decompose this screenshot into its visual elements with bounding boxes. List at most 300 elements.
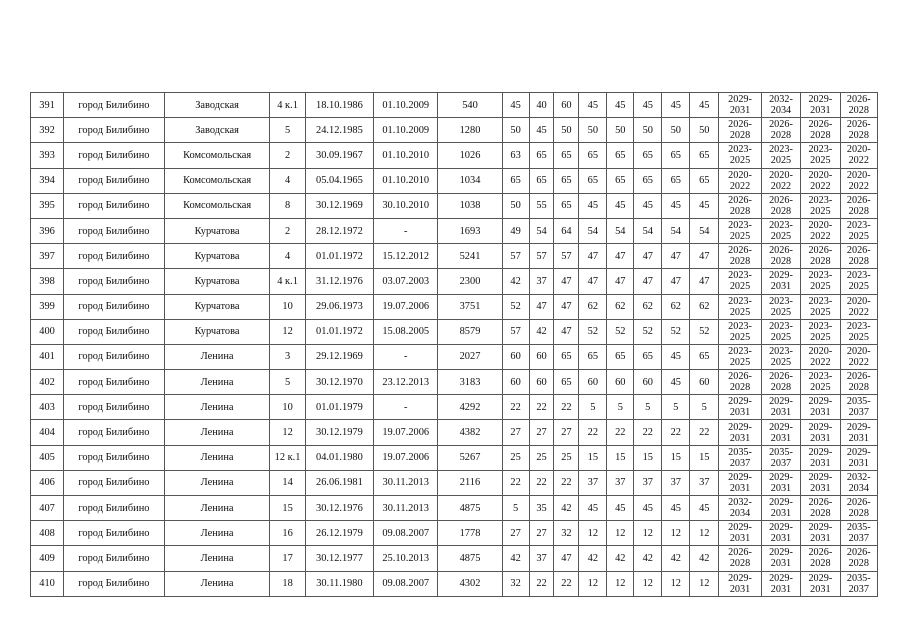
wear-value-cell: 22 [554, 470, 579, 495]
wear-value-cell: 60 [529, 344, 554, 369]
table-row [31, 143, 878, 168]
period-cell: 2032-2034 [719, 496, 762, 521]
period-cell: 2023-2025 [719, 143, 762, 168]
wear-value-cell: 22 [502, 470, 529, 495]
period-cell: 2020-2022 [840, 294, 877, 319]
wear-value-cell: 57 [502, 319, 529, 344]
period-cell: 2035-2037 [761, 445, 800, 470]
period-cell: 2026-2028 [719, 370, 762, 395]
period-cell: 2023-2025 [719, 294, 762, 319]
wear-value-cell: 37 [529, 546, 554, 571]
wear-value-cell: 47 [634, 244, 662, 269]
area-cell: 4875 [438, 496, 502, 521]
city-cell: город Билибино [64, 546, 165, 571]
wear-value-cell: 45 [579, 193, 607, 218]
repair-date-cell: 30.11.2013 [374, 496, 438, 521]
table-row [31, 218, 878, 243]
wear-value-cell: 65 [607, 168, 634, 193]
wear-value-cell: 60 [690, 370, 719, 395]
wear-value-cell: 47 [690, 269, 719, 294]
wear-value-cell: 54 [662, 218, 690, 243]
period-cell: 2023-2025 [761, 218, 800, 243]
street-cell: Ленина [164, 445, 270, 470]
built-date-cell: 30.12.1970 [305, 370, 373, 395]
house-number-cell: 3 [270, 344, 305, 369]
wear-value-cell: 15 [579, 445, 607, 470]
period-cell: 2026-2028 [840, 193, 877, 218]
period-cell: 2026-2028 [840, 370, 877, 395]
wear-value-cell: 45 [690, 496, 719, 521]
table-row [31, 269, 878, 294]
wear-value-cell: 12 [690, 521, 719, 546]
city-cell: город Билибино [64, 344, 165, 369]
area-cell: 3183 [438, 370, 502, 395]
wear-value-cell: 42 [662, 546, 690, 571]
wear-value-cell: 50 [607, 118, 634, 143]
period-cell: 2023-2025 [761, 294, 800, 319]
street-cell: Ленина [164, 496, 270, 521]
table-row [31, 370, 878, 395]
table-row [31, 571, 878, 596]
house-number-cell: 8 [270, 193, 305, 218]
row-number: 403 [31, 395, 64, 420]
wear-value-cell: 15 [607, 445, 634, 470]
wear-value-cell: 15 [662, 445, 690, 470]
wear-value-cell: 12 [579, 571, 607, 596]
period-cell: 2029-2031 [801, 420, 840, 445]
wear-value-cell: 65 [634, 168, 662, 193]
wear-value-cell: 52 [634, 319, 662, 344]
table-row [31, 496, 878, 521]
period-cell: 2029-2031 [761, 496, 800, 521]
wear-value-cell: 60 [502, 344, 529, 369]
built-date-cell: 18.10.1986 [305, 93, 373, 118]
wear-value-cell: 49 [502, 218, 529, 243]
wear-value-cell: 60 [554, 93, 579, 118]
wear-value-cell: 42 [529, 319, 554, 344]
house-number-cell: 4 к.1 [270, 269, 305, 294]
built-date-cell: 01.01.1972 [305, 244, 373, 269]
wear-value-cell: 45 [634, 93, 662, 118]
wear-value-cell: 45 [690, 93, 719, 118]
wear-value-cell: 60 [634, 370, 662, 395]
period-cell: 2026-2028 [840, 546, 877, 571]
wear-value-cell: 57 [502, 244, 529, 269]
wear-value-cell: 22 [690, 420, 719, 445]
period-cell: 2023-2025 [761, 319, 800, 344]
repair-date-cell: 09.08.2007 [374, 571, 438, 596]
wear-value-cell: 22 [529, 395, 554, 420]
period-cell: 2029-2031 [761, 571, 800, 596]
repair-date-cell: - [374, 218, 438, 243]
wear-value-cell: 50 [554, 118, 579, 143]
area-cell: 2027 [438, 344, 502, 369]
period-cell: 2026-2028 [719, 193, 762, 218]
row-number: 409 [31, 546, 64, 571]
house-number-cell: 4 [270, 168, 305, 193]
house-number-cell: 12 к.1 [270, 445, 305, 470]
table-row [31, 470, 878, 495]
table-row [31, 118, 878, 143]
wear-value-cell: 47 [662, 269, 690, 294]
city-cell: город Билибино [64, 143, 165, 168]
wear-value-cell: 37 [662, 470, 690, 495]
row-number: 397 [31, 244, 64, 269]
wear-value-cell: 12 [662, 571, 690, 596]
built-date-cell: 01.01.1972 [305, 319, 373, 344]
period-cell: 2026-2028 [719, 118, 762, 143]
wear-value-cell: 22 [502, 395, 529, 420]
wear-value-cell: 62 [607, 294, 634, 319]
wear-value-cell: 65 [579, 143, 607, 168]
wear-value-cell: 15 [634, 445, 662, 470]
wear-value-cell: 47 [554, 546, 579, 571]
house-number-cell: 4 к.1 [270, 93, 305, 118]
wear-value-cell: 5 [579, 395, 607, 420]
wear-value-cell: 45 [662, 496, 690, 521]
repair-date-cell: 01.10.2009 [374, 118, 438, 143]
row-number: 407 [31, 496, 64, 521]
area-cell: 1778 [438, 521, 502, 546]
wear-value-cell: 65 [662, 168, 690, 193]
period-cell: 2023-2025 [840, 269, 877, 294]
wear-value-cell: 65 [579, 168, 607, 193]
repair-date-cell: 30.11.2013 [374, 470, 438, 495]
area-cell: 1280 [438, 118, 502, 143]
table-row [31, 319, 878, 344]
wear-value-cell: 5 [690, 395, 719, 420]
wear-value-cell: 45 [579, 93, 607, 118]
built-date-cell: 26.12.1979 [305, 521, 373, 546]
area-cell: 2300 [438, 269, 502, 294]
table-row [31, 546, 878, 571]
table-row [31, 521, 878, 546]
wear-value-cell: 47 [607, 269, 634, 294]
wear-value-cell: 62 [634, 294, 662, 319]
wear-value-cell: 57 [529, 244, 554, 269]
wear-value-cell: 65 [607, 143, 634, 168]
period-cell: 2023-2025 [761, 143, 800, 168]
period-cell: 2029-2031 [801, 93, 840, 118]
wear-value-cell: 54 [607, 218, 634, 243]
area-cell: 4875 [438, 546, 502, 571]
period-cell: 2029-2031 [801, 571, 840, 596]
street-cell: Ленина [164, 571, 270, 596]
street-cell: Ленина [164, 470, 270, 495]
wear-value-cell: 22 [554, 571, 579, 596]
wear-value-cell: 65 [690, 168, 719, 193]
period-cell: 2035-2037 [840, 571, 877, 596]
wear-value-cell: 37 [529, 269, 554, 294]
wear-value-cell: 47 [554, 319, 579, 344]
period-cell: 2029-2031 [761, 395, 800, 420]
period-cell: 2023-2025 [801, 193, 840, 218]
area-cell: 540 [438, 93, 502, 118]
period-cell: 2026-2028 [801, 496, 840, 521]
wear-value-cell: 47 [554, 269, 579, 294]
wear-value-cell: 65 [554, 193, 579, 218]
area-cell: 8579 [438, 319, 502, 344]
period-cell: 2023-2025 [719, 319, 762, 344]
row-number: 405 [31, 445, 64, 470]
table-row [31, 395, 878, 420]
street-cell: Курчатова [164, 244, 270, 269]
area-cell: 5267 [438, 445, 502, 470]
street-cell: Ленина [164, 395, 270, 420]
wear-value-cell: 22 [662, 420, 690, 445]
period-cell: 2023-2025 [801, 269, 840, 294]
street-cell: Заводская [164, 118, 270, 143]
wear-value-cell: 12 [634, 571, 662, 596]
period-cell: 2020-2022 [840, 143, 877, 168]
area-cell: 3751 [438, 294, 502, 319]
street-cell: Курчатова [164, 319, 270, 344]
wear-value-cell: 32 [554, 521, 579, 546]
wear-value-cell: 42 [554, 496, 579, 521]
street-cell: Ленина [164, 546, 270, 571]
period-cell: 2020-2022 [840, 168, 877, 193]
city-cell: город Билибино [64, 93, 165, 118]
period-cell: 2029-2031 [761, 546, 800, 571]
area-cell: 4302 [438, 571, 502, 596]
repair-date-cell: - [374, 344, 438, 369]
city-cell: город Билибино [64, 445, 165, 470]
wear-value-cell: 45 [634, 496, 662, 521]
period-cell: 2026-2028 [840, 118, 877, 143]
period-cell: 2029-2031 [761, 269, 800, 294]
row-number: 400 [31, 319, 64, 344]
area-cell: 1693 [438, 218, 502, 243]
period-cell: 2029-2031 [801, 395, 840, 420]
row-number: 404 [31, 420, 64, 445]
period-cell: 2035-2037 [840, 521, 877, 546]
wear-value-cell: 50 [502, 193, 529, 218]
row-number: 402 [31, 370, 64, 395]
wear-value-cell: 12 [607, 521, 634, 546]
period-cell: 2026-2028 [801, 118, 840, 143]
built-date-cell: 30.12.1979 [305, 420, 373, 445]
repair-date-cell: 19.07.2006 [374, 294, 438, 319]
table-row [31, 244, 878, 269]
wear-value-cell: 62 [690, 294, 719, 319]
wear-value-cell: 50 [662, 118, 690, 143]
built-date-cell: 28.12.1972 [305, 218, 373, 243]
repair-date-cell: 03.07.2003 [374, 269, 438, 294]
period-cell: 2026-2028 [801, 244, 840, 269]
housing-register-table [30, 92, 878, 597]
period-cell: 2029-2031 [840, 445, 877, 470]
wear-value-cell: 55 [529, 193, 554, 218]
wear-value-cell: 52 [579, 319, 607, 344]
period-cell: 2029-2031 [801, 470, 840, 495]
wear-value-cell: 47 [554, 294, 579, 319]
wear-value-cell: 65 [690, 344, 719, 369]
wear-value-cell: 22 [579, 420, 607, 445]
wear-value-cell: 45 [634, 193, 662, 218]
area-cell: 1038 [438, 193, 502, 218]
city-cell: город Билибино [64, 319, 165, 344]
wear-value-cell: 65 [529, 143, 554, 168]
wear-value-cell: 62 [662, 294, 690, 319]
city-cell: город Билибино [64, 496, 165, 521]
period-cell: 2020-2022 [761, 168, 800, 193]
wear-value-cell: 47 [690, 244, 719, 269]
area-cell: 5241 [438, 244, 502, 269]
table-row [31, 93, 878, 118]
wear-value-cell: 45 [529, 118, 554, 143]
built-date-cell: 26.06.1981 [305, 470, 373, 495]
period-cell: 2020-2022 [801, 344, 840, 369]
period-cell: 2032-2034 [840, 470, 877, 495]
built-date-cell: 24.12.1985 [305, 118, 373, 143]
period-cell: 2020-2022 [719, 168, 762, 193]
wear-value-cell: 22 [529, 470, 554, 495]
row-number: 401 [31, 344, 64, 369]
period-cell: 2026-2028 [761, 370, 800, 395]
table-row [31, 294, 878, 319]
period-cell: 2029-2031 [719, 521, 762, 546]
city-cell: город Билибино [64, 521, 165, 546]
wear-value-cell: 60 [502, 370, 529, 395]
period-cell: 2029-2031 [719, 470, 762, 495]
city-cell: город Билибино [64, 168, 165, 193]
wear-value-cell: 12 [607, 571, 634, 596]
period-cell: 2035-2037 [840, 395, 877, 420]
wear-value-cell: 65 [690, 143, 719, 168]
wear-value-cell: 27 [529, 521, 554, 546]
repair-date-cell: 01.10.2009 [374, 93, 438, 118]
built-date-cell: 30.12.1977 [305, 546, 373, 571]
wear-value-cell: 32 [502, 571, 529, 596]
wear-value-cell: 65 [634, 344, 662, 369]
wear-value-cell: 42 [690, 546, 719, 571]
row-number: 399 [31, 294, 64, 319]
city-cell: город Билибино [64, 370, 165, 395]
period-cell: 2023-2025 [801, 370, 840, 395]
table-row [31, 193, 878, 218]
wear-value-cell: 52 [607, 319, 634, 344]
table-row [31, 420, 878, 445]
street-cell: Комсомольская [164, 193, 270, 218]
wear-value-cell: 45 [662, 370, 690, 395]
street-cell: Курчатова [164, 269, 270, 294]
repair-date-cell: 25.10.2013 [374, 546, 438, 571]
area-cell: 2116 [438, 470, 502, 495]
built-date-cell: 31.12.1976 [305, 269, 373, 294]
period-cell: 2029-2031 [761, 470, 800, 495]
row-number: 395 [31, 193, 64, 218]
wear-value-cell: 5 [662, 395, 690, 420]
area-cell: 1026 [438, 143, 502, 168]
wear-value-cell: 42 [579, 546, 607, 571]
period-cell: 2023-2025 [801, 319, 840, 344]
period-cell: 2020-2022 [801, 218, 840, 243]
wear-value-cell: 47 [662, 244, 690, 269]
built-date-cell: 30.12.1969 [305, 193, 373, 218]
wear-value-cell: 47 [634, 269, 662, 294]
wear-value-cell: 12 [662, 521, 690, 546]
table-row [31, 344, 878, 369]
built-date-cell: 29.06.1973 [305, 294, 373, 319]
wear-value-cell: 45 [607, 93, 634, 118]
period-cell: 2026-2028 [840, 496, 877, 521]
wear-value-cell: 27 [502, 521, 529, 546]
period-cell: 2029-2031 [761, 521, 800, 546]
area-cell: 4292 [438, 395, 502, 420]
city-cell: город Билибино [64, 470, 165, 495]
period-cell: 2026-2028 [761, 118, 800, 143]
row-number: 406 [31, 470, 64, 495]
wear-value-cell: 54 [634, 218, 662, 243]
house-number-cell: 2 [270, 143, 305, 168]
period-cell: 2023-2025 [719, 218, 762, 243]
wear-value-cell: 47 [607, 244, 634, 269]
wear-value-cell: 22 [554, 395, 579, 420]
table-body [31, 93, 878, 597]
period-cell: 2023-2025 [719, 269, 762, 294]
wear-value-cell: 54 [579, 218, 607, 243]
street-cell: Комсомольская [164, 168, 270, 193]
wear-value-cell: 65 [607, 344, 634, 369]
street-cell: Ленина [164, 370, 270, 395]
wear-value-cell: 65 [554, 344, 579, 369]
house-number-cell: 14 [270, 470, 305, 495]
wear-value-cell: 22 [607, 420, 634, 445]
wear-value-cell: 50 [634, 118, 662, 143]
house-number-cell: 18 [270, 571, 305, 596]
street-cell: Ленина [164, 344, 270, 369]
area-cell: 1034 [438, 168, 502, 193]
wear-value-cell: 45 [662, 344, 690, 369]
wear-value-cell: 37 [607, 470, 634, 495]
wear-value-cell: 25 [529, 445, 554, 470]
wear-value-cell: 65 [502, 168, 529, 193]
wear-value-cell: 45 [662, 93, 690, 118]
city-cell: город Билибино [64, 118, 165, 143]
city-cell: город Билибино [64, 571, 165, 596]
wear-value-cell: 22 [529, 571, 554, 596]
wear-value-cell: 65 [579, 344, 607, 369]
built-date-cell: 30.12.1976 [305, 496, 373, 521]
period-cell: 2026-2028 [801, 546, 840, 571]
wear-value-cell: 60 [579, 370, 607, 395]
wear-value-cell: 37 [690, 470, 719, 495]
period-cell: 2023-2025 [801, 143, 840, 168]
wear-value-cell: 5 [607, 395, 634, 420]
table-row [31, 168, 878, 193]
wear-value-cell: 52 [662, 319, 690, 344]
city-cell: город Билибино [64, 193, 165, 218]
house-number-cell: 5 [270, 118, 305, 143]
wear-value-cell: 42 [502, 269, 529, 294]
built-date-cell: 05.04.1965 [305, 168, 373, 193]
period-cell: 2035-2037 [719, 445, 762, 470]
city-cell: город Билибино [64, 218, 165, 243]
wear-value-cell: 60 [607, 370, 634, 395]
wear-value-cell: 65 [634, 143, 662, 168]
city-cell: город Билибино [64, 269, 165, 294]
repair-date-cell: 30.10.2010 [374, 193, 438, 218]
house-number-cell: 2 [270, 218, 305, 243]
period-cell: 2023-2025 [719, 344, 762, 369]
wear-value-cell: 65 [554, 143, 579, 168]
wear-value-cell: 50 [690, 118, 719, 143]
repair-date-cell: - [374, 395, 438, 420]
street-cell: Заводская [164, 93, 270, 118]
area-cell: 4382 [438, 420, 502, 445]
built-date-cell: 29.12.1969 [305, 344, 373, 369]
wear-value-cell: 52 [502, 294, 529, 319]
